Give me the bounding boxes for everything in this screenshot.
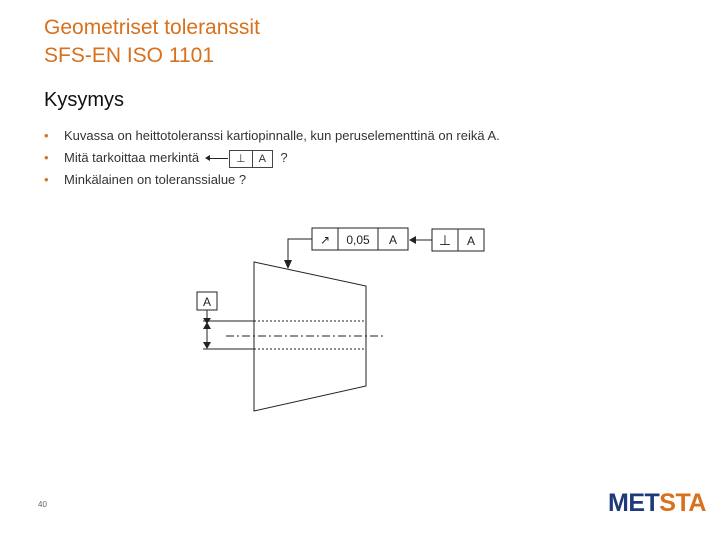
page-title: Geometriset toleranssit bbox=[44, 16, 260, 39]
bullet-icon: • bbox=[44, 128, 49, 143]
list-item-text: Kuvassa on heittotoleranssi kartiopinnalle, kun peruselementtinä on reikä A. bbox=[64, 128, 500, 143]
runout-value: 0,05 bbox=[346, 233, 370, 247]
list-item-text: Minkälainen on toleranssialue ? bbox=[64, 172, 247, 187]
list-item-suffix: ? bbox=[280, 150, 288, 165]
perpendicularity-symbol: ⊥ bbox=[230, 151, 253, 167]
logo-text-met: MET bbox=[608, 489, 660, 517]
page-number: 40 bbox=[38, 500, 47, 509]
perpendicularity-symbol: ⊥ bbox=[438, 233, 452, 249]
page-title-standard: SFS-EN ISO 1101 bbox=[44, 44, 215, 67]
bullet-icon: • bbox=[44, 172, 49, 187]
perp-arrow-icon bbox=[409, 236, 416, 244]
list-item-text: Mitä tarkoittaa merkintä bbox=[64, 150, 200, 165]
bullet-icon: • bbox=[44, 150, 49, 165]
datum-reference: A bbox=[258, 152, 266, 165]
perp-datum: A bbox=[466, 234, 476, 248]
logo-text-sta: STA bbox=[659, 489, 706, 517]
datum-label: A bbox=[202, 295, 212, 309]
dimension-arrow-icon bbox=[203, 322, 211, 329]
runout-arrow-icon bbox=[284, 260, 292, 269]
runout-datum: A bbox=[388, 233, 398, 247]
runout-symbol: ↗ bbox=[319, 233, 331, 247]
runout-leader bbox=[288, 239, 312, 265]
section-heading: Kysymys bbox=[44, 89, 124, 111]
metsta-logo bbox=[608, 489, 706, 518]
